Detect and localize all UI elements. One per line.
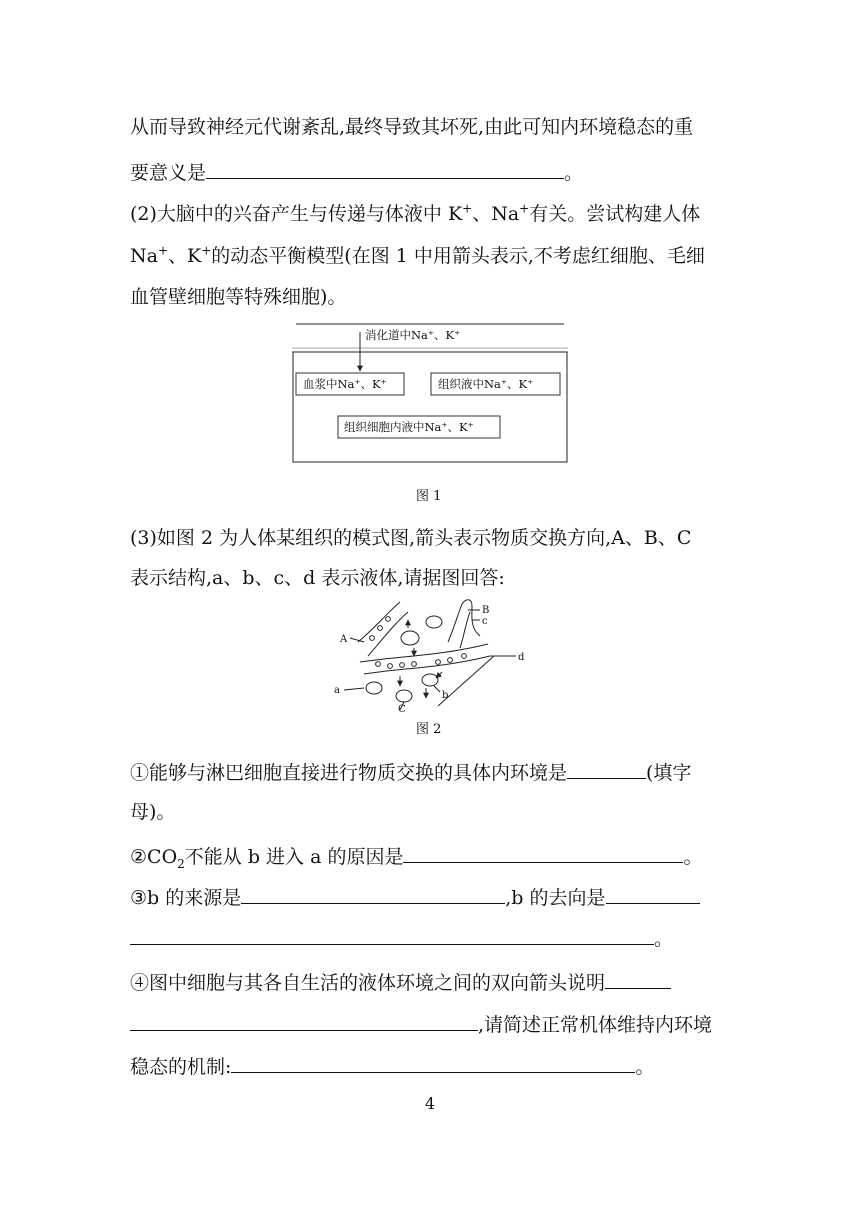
tissue-cell-5 [422, 674, 438, 686]
capillary-A-wall-upper [358, 602, 400, 642]
figure-1-caption: 图 1 [416, 489, 442, 504]
figure-2-diagram [330, 598, 530, 714]
plasma-label: 血浆中Na⁺、K⁺ [303, 377, 387, 391]
subq2-line: $②CO_2$不能从 b 进入 a 的原因是 。 [130, 842, 702, 871]
tissue-cell-3 [366, 682, 382, 694]
subq4-line-1: ④图中细胞与其各自生活的液体环境之间的双向箭头说明 [130, 968, 671, 997]
label-C: C [398, 704, 406, 714]
tissue-cell-2 [426, 616, 442, 628]
answer-blank-b-destination-1[interactable] [606, 883, 700, 904]
text-line-2: 要意义是 。 [130, 158, 583, 187]
subq3-line-1: ③b 的来源是 ,b 的去向是 [130, 883, 700, 912]
q3-line-2: 表示结构,a、b、c、d 表示液体,请据图回答: [130, 567, 505, 589]
digestive-tract-label: 消化道中Na⁺、K⁺ [365, 328, 461, 342]
page-number: 4 [424, 1094, 436, 1113]
answer-blank-b-source[interactable] [241, 883, 505, 904]
subq4-line-2: ,请简述正常机体维持内环境 [130, 1010, 712, 1039]
answer-blank-significance[interactable] [206, 158, 564, 179]
label-B: B [482, 605, 490, 616]
tissue-cell-1 [401, 631, 419, 645]
answer-blank-b-destination-2[interactable] [130, 924, 654, 945]
label-A: A [340, 634, 348, 645]
cell-fluid-label: 组织细胞内液中Na⁺、K⁺ [344, 420, 474, 434]
answer-blank-co2-reason[interactable] [403, 842, 683, 863]
figure-2-caption: 图 2 [416, 722, 442, 737]
tissue-cell-4 [396, 690, 412, 702]
subq1-line-1: ①能够与淋巴细胞直接进行物质交换的具体内环境是 (填字 [130, 758, 691, 787]
q2-line-2: Na+、K+的动态平衡模型(在图 1 中用箭头表示,不考虑红细胞、毛细 [130, 243, 705, 267]
label-a: a [334, 685, 340, 696]
answer-blank-homeostasis-mechanism[interactable] [231, 1052, 635, 1073]
answer-blank-double-arrow-1[interactable] [605, 968, 671, 989]
body-outline [293, 352, 567, 462]
q2-line-1: (2)大脑中的兴奋产生与传递与体液中 K+、Na+有关。尝试构建人体 [130, 201, 701, 225]
vessel-d-upper [360, 644, 488, 662]
figure-1-diagram [292, 322, 568, 464]
subq3-line-2: 。 [130, 924, 673, 953]
answer-blank-double-arrow-2[interactable] [130, 1010, 478, 1031]
tissue-fluid-label: 组织液中Na⁺、K⁺ [438, 377, 534, 391]
q3-line-1: (3)如图 2 为人体某组织的模式图,箭头表示物质交换方向,A、B、C [130, 527, 692, 549]
text-line-1: 从而导致神经元代谢紊乱,最终导致其坏死,由此可知内环境稳态的重 [130, 116, 694, 138]
subq4-line-3: 稳态的机制: 。 [130, 1052, 654, 1081]
label-d: d [518, 652, 525, 663]
label-b: b [442, 690, 449, 701]
answer-blank-lymph-env[interactable] [567, 758, 646, 779]
lymph-capillary-B [448, 600, 480, 642]
q2-line-3: 血管壁细胞等特殊细胞)。 [130, 286, 347, 308]
subq1-line-2: 母)。 [130, 801, 176, 823]
label-c: c [482, 616, 488, 627]
